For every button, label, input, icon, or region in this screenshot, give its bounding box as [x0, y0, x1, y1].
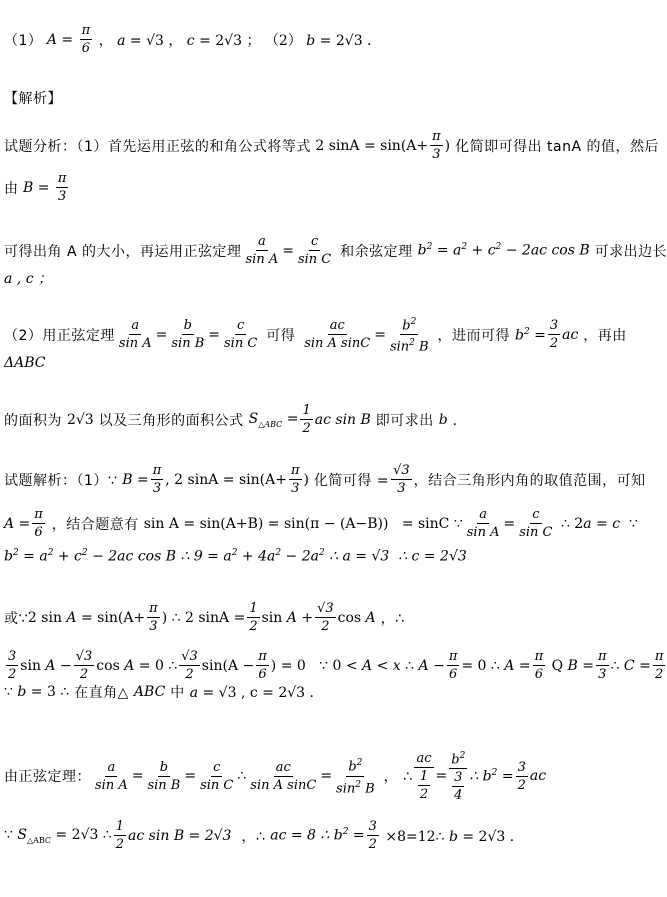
- answer-line: （1） A = $\frac{\pi}{6}$ ， a = √3 ， c = 2√3 ； （2） b = 2√3 ．: [4, 23, 382, 56]
- solution-line-6: ∵ b = 3 ∴ 在直角△ ABC 中 a = √3 , c = 2√3 ．: [4, 684, 324, 701]
- analysis-paragraph-1: 试题分析：（1）首先运用正弦的和角公式将等式 2 sinA = sin(A+ $\frac{\pi}{3}$ ) 化简即可得出 tanA 的值，然后: [4, 129, 660, 162]
- solution-line-3: $b^2 = a^2 + c^2 - 2ac$ cos B ∴ $9 = a^2 + 4a^2 - 2a^2$ ∴ a = √3 ∴ c = 2√3: [4, 548, 467, 565]
- solution-line-2: A = $\frac{\pi}{6}$ ，结合题意有 sin A = sin(A+B) = sin(π − (A−B)) = sinC ∵ $\frac{a}{\text{sin A}}$ = $\frac{c}{\text{sin C}}$ ∴ 2a = c ∵: [4, 507, 638, 540]
- analysis-paragraph-4: 的面积为 2√3 以及三角形的面积公式 $S_{\triangle ABC}$ = $\frac{1}{2}$ ac sin B 即可求出 b ．: [4, 403, 468, 436]
- analysis-paragraph-2b: a , c ；: [4, 271, 52, 287]
- solution-line-7: 由正弦定理： $\frac{a}{\text{sin A}}$ = $\frac{b}{\text{sin B}}$ = $\frac{c}{\text{sin C}}$ ∴ $\frac{ac}{\text{sin A sinC}}$ = $\frac{b^2}{\sin^2 B}$ ， ∴ $\frac{ac}{\frac{1}{2}}$ = $\frac{b^2}{\frac{3}{4}}$ ∴ $b^2$ = $\frac{3}{2}$ ac: [4, 748, 546, 804]
- solution-line-8: ∵ $S_{\triangle ABC} = 2√3$ ∴ $\frac{1}{2}$ ac sin B = 2√3 ，∴ ac = 8 ∴ $b^2$ = $\frac{3}{2}$ ×8=12∴ b = 2√3 ．: [4, 819, 524, 852]
- solution-line-5: $\frac{3}{2}$ sin A − $\frac{√3}{2}$ cos A = 0 ∴ $\frac{√3}{2}$ sin(A − $\frac{\pi}{6}$ ) = 0 ∵ 0 < A < x ∴ A − $\frac{\pi}{6}$ = 0 ∴ A = $\frac{\pi}{6}$ Q B = $\frac{\pi}{3}$ ∴ C = $\frac{\pi}{2}$: [8, 649, 664, 682]
- analysis-paragraph-3: （2）用正弦定理 $\frac{a}{\text{sin A}}$ = $\frac{b}{\text{sin B}}$ = $\frac{c}{\text{sin C}}$ 可得 $\frac{ac}{\text{sin A sinC}}$ = $\frac{b^2}{\sin^2 B}$ ，进而可得 $b^2$ = $\frac{3}{2}$ ac ，再由: [4, 314, 627, 356]
- section-heading: 【解析】: [4, 91, 62, 107]
- analysis-paragraph-2: 可得出角 A 的大小，再运用正弦定理 $\frac{a}{\text{sin A}}$ = $\frac{c}{\text{sin C}}$ 和余弦定理 $b^2 = a^2 + c^2 - 2ac$ cos B 可求出边长: [4, 234, 667, 267]
- analysis-paragraph-1b: 由 B = $\frac{\pi}{3}$: [4, 171, 67, 204]
- analysis-paragraph-3b: ΔABC: [4, 355, 46, 371]
- solution-line-1: 试题解析：（1）∵ B = $\frac{\pi}{3}$ , 2 sinA = sin(A+ $\frac{\pi}{3}$ ) 化简可得 = $\frac{√3}{3}$ ，结合三角形内角的取值范围，可知: [4, 463, 646, 496]
- solution-line-4: 或∵ 2 sin A = sin(A+ $\frac{\pi}{3}$ ) ∴ 2 sinA = $\frac{1}{2}$ sin A + $\frac{√3}{2}$ cos A ，∴: [4, 601, 405, 634]
